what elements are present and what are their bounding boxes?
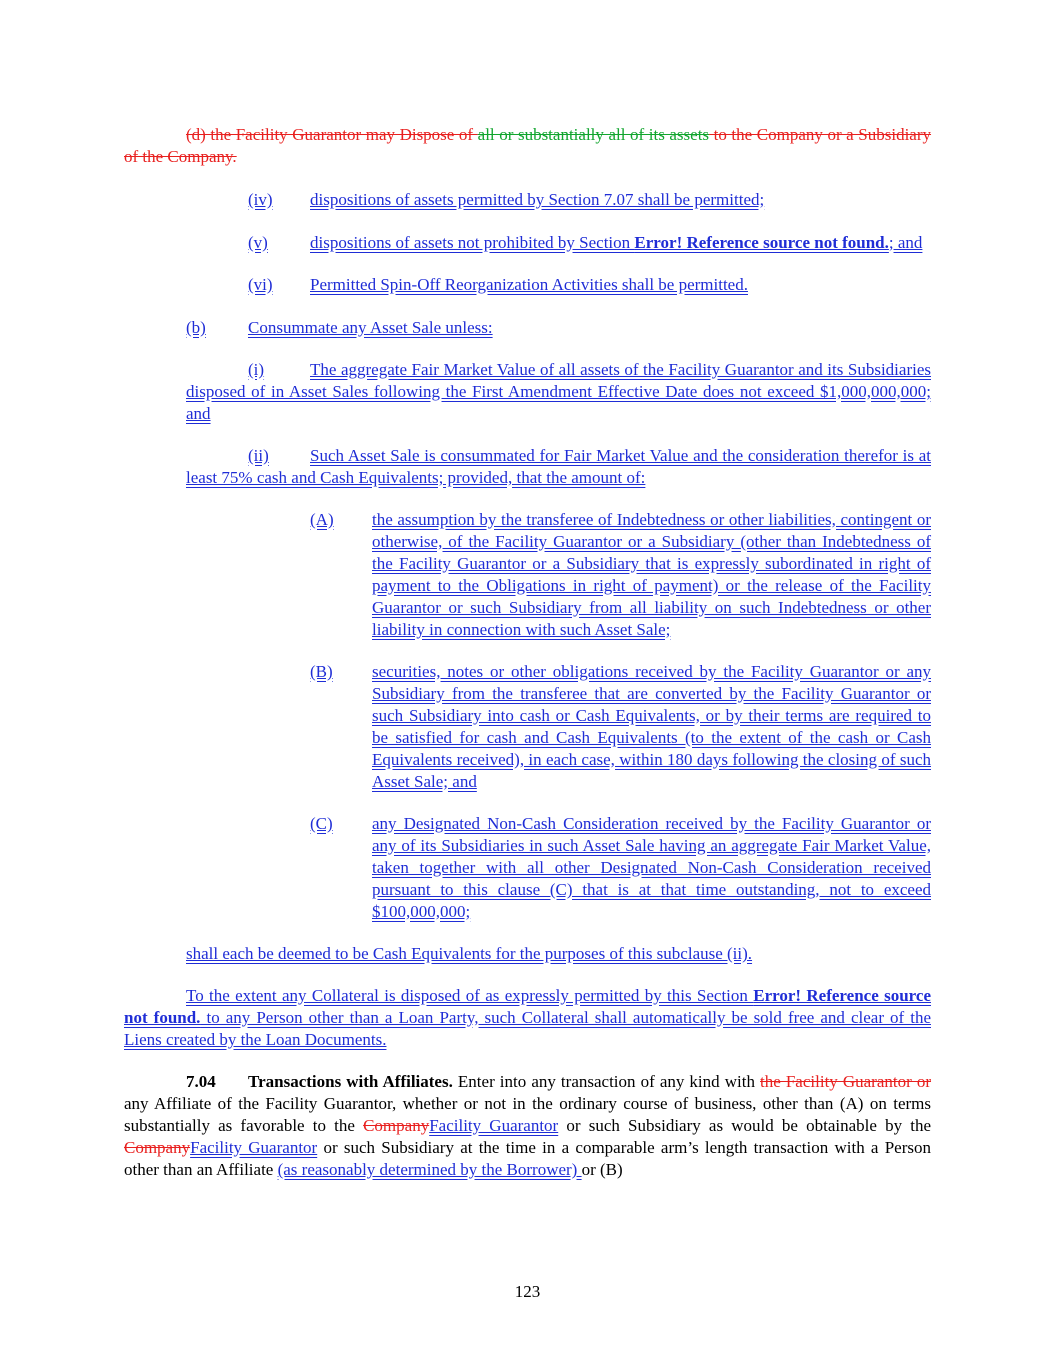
item-iv xyxy=(124,189,931,211)
item-text: ; and xyxy=(888,233,923,252)
item-text: Permitted Spin-Off Reorganization Activities shall be permitted. xyxy=(310,275,748,294)
item-ii xyxy=(124,445,931,489)
item-text: Consummate any Asset Sale unless: xyxy=(248,318,493,337)
deleted-text: to the Company or a Subsidiary of the Company. xyxy=(124,125,932,166)
section-number: 7.04 xyxy=(186,1072,216,1091)
item-v xyxy=(124,232,931,254)
section-7-04 xyxy=(124,1071,931,1181)
para-d-deleted xyxy=(124,124,931,168)
item-text: The aggregate Fair Market Value of all assets of the Facility Guarantor and its Subsidiaries disposed of in Asset Sales following the First Amendment Effective Date does not exceed $1,000,000,000; and xyxy=(186,360,931,423)
deleted-text: (d) the Facility Guarantor may Dispose of xyxy=(186,125,478,144)
section-text: or such Subsidiary at the time in a comparable arm’s length transaction with a Person other than an Affiliate xyxy=(124,1138,931,1179)
section-text: or such Subsidiary as would be obtainable by the xyxy=(558,1116,931,1135)
item-number: (C) xyxy=(310,814,333,833)
item-text: the assumption by the transferee of Indebtedness or other liabilities, contingent or otherwise, of the Facility Guarantor or a Subsidiary (other than Indebtedness of the Facility Guarantor or a Subsidiary that is expressly subordinated in right of payment to the Obligations in right of payment) or the release of the Facility Guarantor or such Subsidiary from all liability on such Indebtedness or other liability in connection with such Asset Sale; xyxy=(372,510,931,639)
page-number: 123 xyxy=(514,1282,541,1301)
deleted-text: Company xyxy=(124,1138,191,1157)
item-C xyxy=(124,813,931,923)
deleted-text: Company xyxy=(363,1116,430,1135)
item-number: (B) xyxy=(310,662,333,681)
deleted-text: the Facility Guarantor or xyxy=(760,1072,932,1091)
item-b xyxy=(124,317,931,339)
reference-error: Error! Reference source not found. xyxy=(634,233,889,252)
item-number: (v) xyxy=(248,233,268,252)
item-number: (i) xyxy=(248,360,265,379)
item-i xyxy=(124,359,931,425)
shall-text: shall each be deemed to be Cash Equivalents for the purposes of this subclause (ii). xyxy=(186,944,753,963)
item-number: (vi) xyxy=(248,275,273,294)
reference-error: Error! Reference source not found. xyxy=(124,986,931,1027)
collateral-paragraph xyxy=(124,985,931,1051)
inserted-text: Facility Guarantor xyxy=(429,1116,559,1135)
item-text: any Designated Non-Cash Consideration received by the Facility Guarantor or any of its Subsidiaries in such Asset Sale having an aggregate Fair Market Value, taken together with all other Designated Non-Cash Consideration received pursuant to this clause (C) that is at that time outstanding, not to exceed $100,000,000; xyxy=(372,814,931,921)
item-number: (iv) xyxy=(248,190,273,209)
shall-clause xyxy=(124,943,931,965)
section-text: any Affiliate of the Facility Guarantor, whether or not in the ordinary course of business, other than (A) on terms substantially as favorable to the xyxy=(124,1094,931,1135)
item-number: (b) xyxy=(186,318,206,337)
collateral-text: to any Person other than a Loan Party, such Collateral shall automatically be sold free and clear of the Liens created by the Loan Documents. xyxy=(124,1008,931,1049)
item-text: securities, notes or other obligations received by the Facility Guarantor or any Subsidiary from the transferee that are converted by the Facility Guarantor or such Subsidiary into cash or Cash Equivalents, or by their terms are required to be satisfied for cash and Cash Equivalents (to the extent of the cash or Cash Equivalents received), in each case, within 180 days following the closing of such Asset Sale; and xyxy=(372,662,931,791)
collateral-text: To the extent any Collateral is disposed of as expressly permitted by this Section xyxy=(186,986,754,1005)
item-A xyxy=(124,509,931,641)
item-vi xyxy=(124,274,931,296)
section-text: or (B) xyxy=(581,1160,623,1179)
item-text: dispositions of assets permitted by Section 7.07 shall be permitted; xyxy=(310,190,765,209)
inserted-text: (as reasonably determined by the Borrower) xyxy=(277,1160,582,1179)
section-text: Enter into any transaction of any kind with xyxy=(452,1072,761,1091)
inserted-text: Facility Guarantor xyxy=(190,1138,318,1157)
document-body xyxy=(124,124,931,1181)
moved-text: all or substantially all of its assets xyxy=(477,125,710,144)
item-B xyxy=(124,661,931,793)
item-text: dispositions of assets not prohibited by Section xyxy=(310,233,635,252)
section-heading: Transactions with Affiliates. xyxy=(248,1072,453,1091)
item-number: (ii) xyxy=(248,446,269,465)
item-text: Such Asset Sale is consummated for Fair Market Value and the consideration therefor is at least 75% cash and Cash Equivalents; provided, that the amount of: xyxy=(186,446,931,487)
item-number: (A) xyxy=(310,510,334,529)
